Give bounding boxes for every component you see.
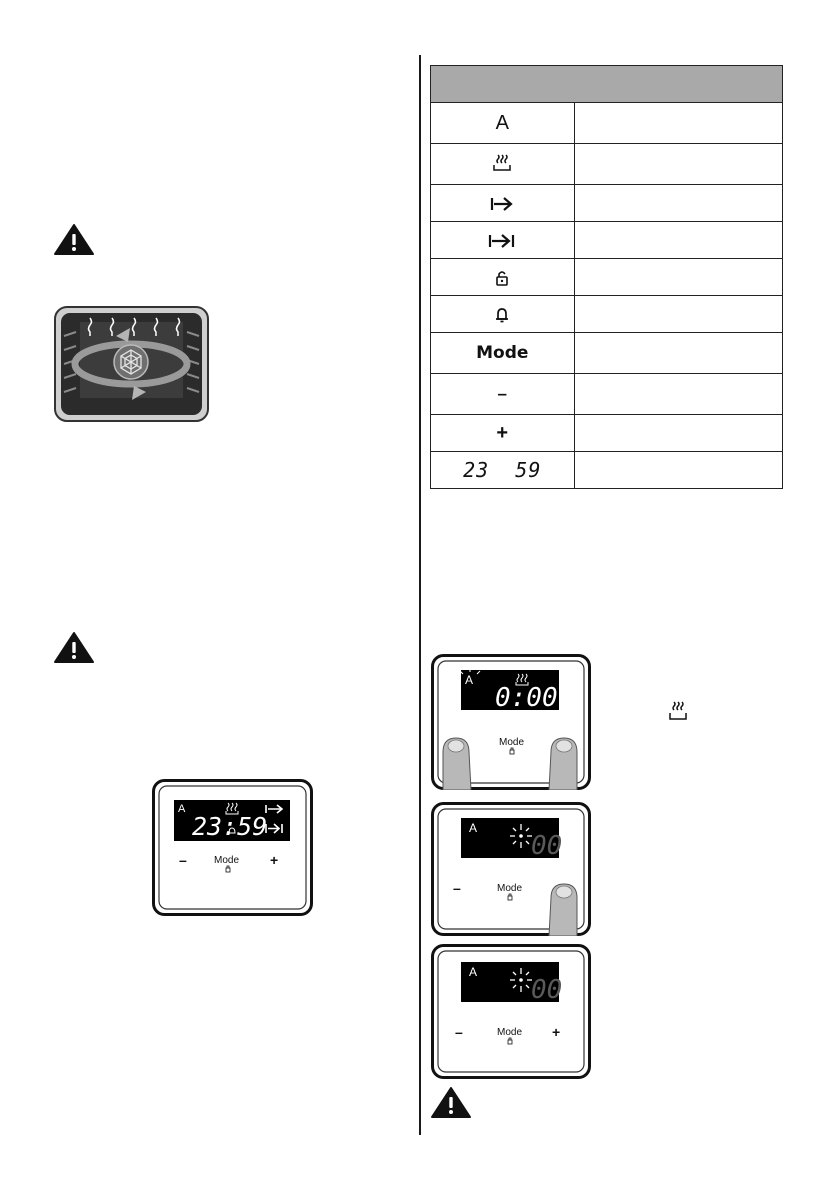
mode-button-label[interactable]: Mode: [214, 855, 240, 866]
heating-icon: [431, 144, 575, 185]
symbol-description: [574, 296, 782, 333]
end-time-arrow-icon: [431, 222, 575, 259]
digits-display: 23 59: [431, 452, 575, 489]
mode-button-label[interactable]: Mode: [499, 737, 525, 748]
time-readout: 0:00: [495, 683, 558, 713]
symbol-description: [574, 259, 782, 296]
cook-duration-arrow-icon: [431, 185, 575, 222]
oven-fan-illustration: [54, 306, 209, 422]
lock-icon: [431, 259, 575, 296]
warning-icon: [430, 1086, 472, 1119]
symbol-table-header: [431, 66, 783, 103]
minus-button-label[interactable]: –: [179, 852, 187, 868]
symbol-description: [574, 103, 782, 144]
mode-button-label[interactable]: Mode: [497, 883, 523, 894]
minus-button-label[interactable]: –: [453, 880, 461, 896]
step-panel-adjust: [431, 802, 591, 936]
finger-press-icon: [549, 884, 577, 936]
auto-indicator: A: [178, 803, 186, 815]
finger-press-icon: [549, 738, 577, 790]
minus-button-label[interactable]: –: [455, 1024, 463, 1040]
column-divider: [419, 55, 421, 1135]
oven-timer-display: [152, 779, 313, 916]
mode-text: Mode: [431, 333, 575, 374]
time-readout-dim: 00: [531, 975, 563, 1005]
symbol-description: [574, 144, 782, 185]
step-panel-confirm: [431, 944, 591, 1079]
symbol-description: [574, 374, 782, 415]
symbol-description: [574, 415, 782, 452]
plus-button-label[interactable]: +: [552, 1024, 561, 1040]
auto-indicator: A: [469, 821, 478, 835]
bell-icon: [431, 296, 575, 333]
time-readout-dim: 00: [531, 831, 563, 861]
symbol-description: [574, 333, 782, 374]
auto-indicator: A: [469, 965, 478, 979]
auto-indicator: A: [465, 673, 474, 687]
symbol-description: [574, 185, 782, 222]
warning-icon: [53, 631, 95, 664]
auto-a-icon: A: [431, 103, 575, 144]
symbol-description: [574, 222, 782, 259]
plus-button-label[interactable]: +: [270, 852, 279, 868]
symbol-table: [430, 65, 783, 489]
minus-icon: –: [431, 374, 575, 415]
heating-icon: [666, 700, 690, 729]
plus-icon: +: [431, 415, 575, 452]
symbol-description: [574, 452, 782, 489]
time-readout: 23:59: [192, 812, 268, 841]
step-panel-set-time: [431, 654, 591, 790]
warning-icon: [53, 223, 95, 256]
mode-button-label[interactable]: Mode: [497, 1027, 523, 1038]
finger-press-icon: [443, 738, 471, 790]
